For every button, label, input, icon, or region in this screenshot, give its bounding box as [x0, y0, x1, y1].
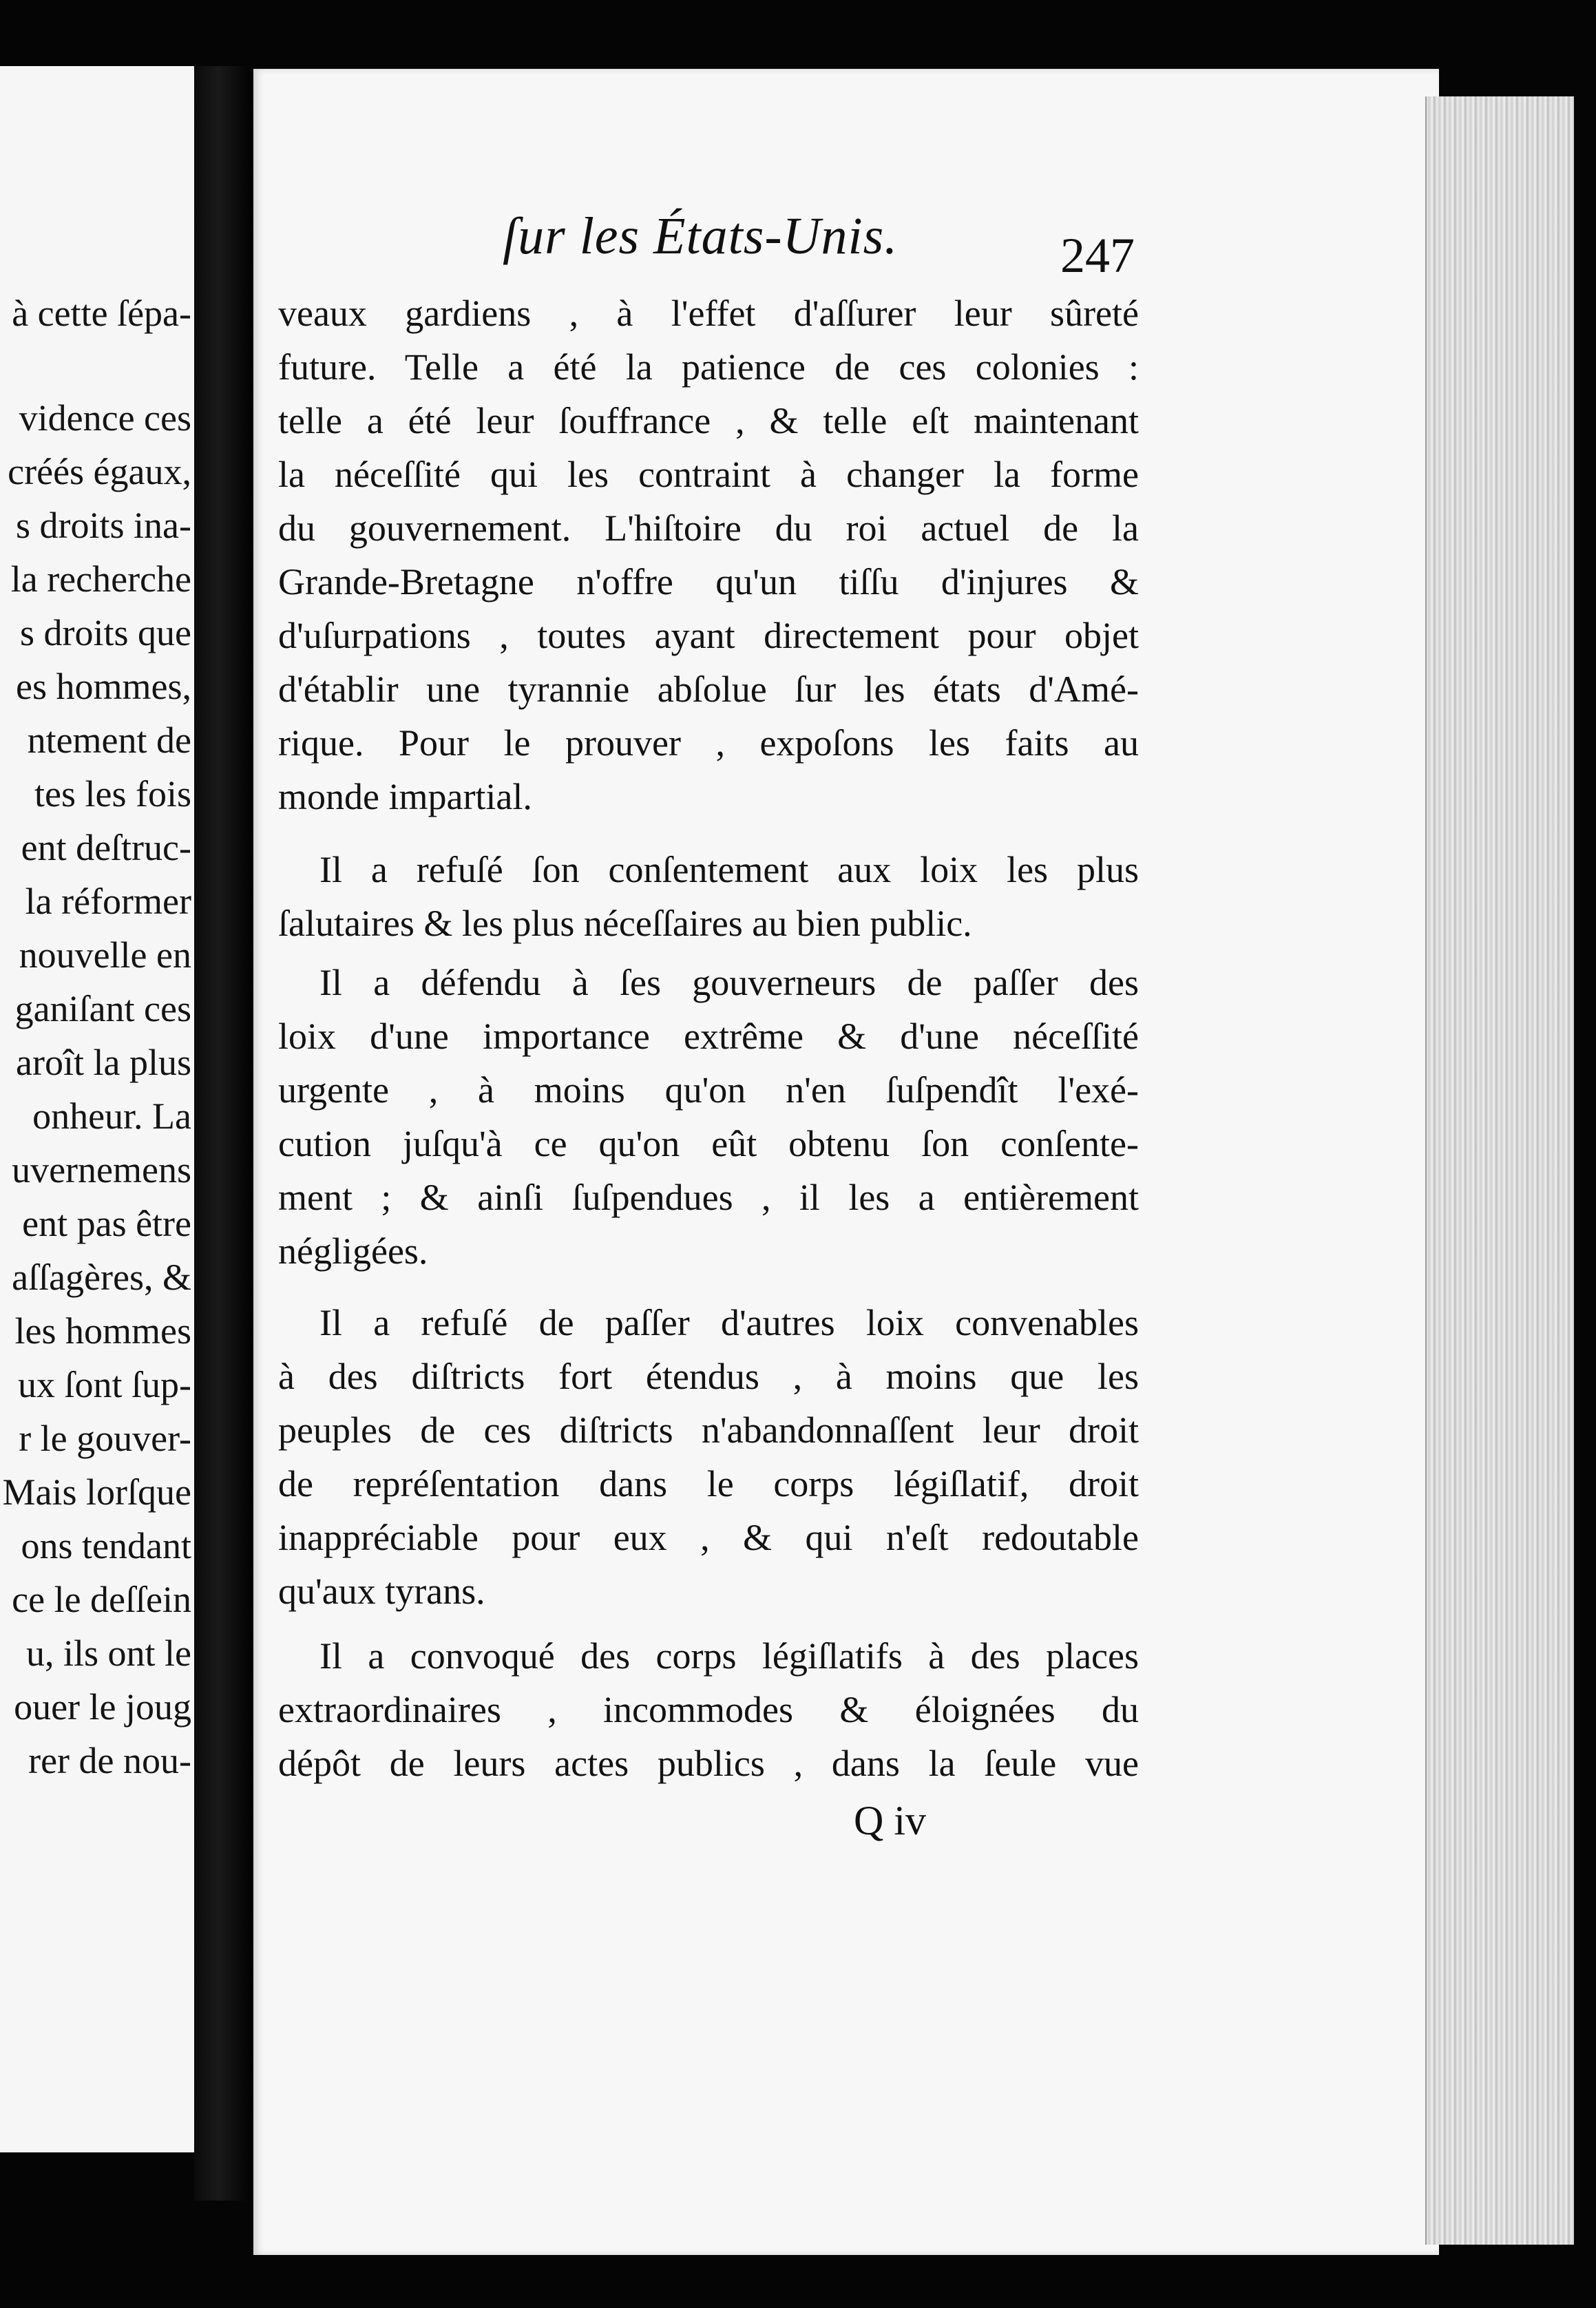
- left-page-line: les hommes: [14, 1310, 191, 1352]
- left-page-line: s droits que: [20, 612, 191, 653]
- body-line: Il a refuſé de paſſer d'autres loix convenables: [319, 1302, 1139, 1343]
- left-page-line: la réformer: [25, 881, 191, 922]
- body-line: d'uſurpations , toutes ayant directement pour objet: [278, 615, 1139, 656]
- body-line: d'établir une tyrannie abſolue ſur les états d'Amé-: [278, 669, 1139, 710]
- left-page-line: s droits ina-: [16, 505, 191, 546]
- body-line: cution juſqu'à ce qu'on eût obtenu ſon conſente-: [278, 1123, 1139, 1164]
- left-page-line: la recherche: [10, 558, 191, 600]
- left-page-line: ent deſtruc-: [21, 827, 191, 868]
- left-page-line: créés égaux,: [8, 451, 191, 492]
- running-head: ſur les États-Unis.: [503, 207, 899, 265]
- body-line: veaux gardiens , à l'effet d'aſſurer leur sûreté: [278, 293, 1139, 334]
- left-page-line: vidence ces: [19, 397, 191, 439]
- body-line: monde impartial.: [278, 776, 532, 817]
- body-line: de repréſentation dans le corps légiſlatif, droit: [278, 1463, 1139, 1504]
- body-line: Il a convoqué des corps légiſlatifs à des places: [319, 1635, 1139, 1677]
- body-line: ment ; & ainſi ſuſpendues , il les a entièrement: [278, 1177, 1139, 1218]
- left-page-line: ce le deſſein: [12, 1579, 191, 1620]
- book-gutter: [194, 66, 255, 2201]
- page-edges: [1425, 96, 1574, 2245]
- left-page-line: ouer le joug: [14, 1686, 191, 1728]
- body-line: telle a été leur ſouffrance , & telle eſt maintenant: [278, 400, 1139, 441]
- body-line: future. Telle a été la patience de ces colonies :: [278, 346, 1139, 388]
- body-line: rique. Pour le prouver , expoſons les faits au: [278, 722, 1139, 764]
- left-page-line: ntement de: [27, 720, 191, 761]
- body-line: Il a refuſé ſon conſentement aux loix les plus: [319, 849, 1139, 890]
- left-page-line: Mais lorſque: [2, 1471, 191, 1513]
- page-number: 247: [1060, 228, 1135, 283]
- body-line: ſalutaires & les plus néceſſaires au bien public.: [278, 903, 972, 944]
- body-line: négligées.: [278, 1230, 428, 1272]
- left-facing-page: [0, 66, 194, 2152]
- body-line: dépôt de leurs actes publics , dans la ſeule vue: [278, 1743, 1139, 1784]
- left-page-line: u, ils ont le: [26, 1633, 191, 1674]
- body-line: extraordinaires , incommodes & éloignées du: [278, 1689, 1139, 1730]
- body-line: urgente , à moins qu'on n'en ſuſpendît l'exé-: [278, 1069, 1139, 1111]
- body-line: à des diſtricts fort étendus , à moins que les: [278, 1356, 1139, 1397]
- body-line: peuples de ces diſtricts n'abandonnaſſent leur droit: [278, 1409, 1139, 1451]
- left-page-line: ganiſant ces: [14, 988, 191, 1029]
- body-line: loix d'une importance extrême & d'une néceſſité: [278, 1016, 1139, 1057]
- body-line: du gouvernement. L'hiſtoire du roi actuel de la: [278, 507, 1139, 549]
- left-page-line: aroît la plus: [16, 1042, 191, 1083]
- left-page-line: ons tendant: [21, 1525, 191, 1566]
- left-page-line: rer de nou-: [28, 1740, 191, 1781]
- left-page-line: es hommes,: [16, 666, 191, 707]
- left-page-line: nouvelle en: [19, 934, 191, 976]
- left-page-line: aſſagères, &: [12, 1257, 191, 1298]
- left-page-line: à cette ſépa-: [12, 293, 191, 334]
- left-page-line: r le gouver-: [19, 1418, 191, 1459]
- body-line: inappréciable pour eux , & qui n'eſt redoutable: [278, 1517, 1139, 1558]
- left-page-line: ux ſont ſup-: [18, 1364, 191, 1405]
- body-line: qu'aux tyrans.: [278, 1571, 485, 1612]
- left-page-line: uvernemens: [12, 1149, 191, 1190]
- left-page-line: tes les fois: [34, 773, 191, 815]
- body-line: la néceſſité qui les contraint à changer la forme: [278, 454, 1139, 495]
- signature-mark: Q iv: [854, 1798, 926, 1843]
- body-line: Grande-Bretagne n'offre qu'un tiſſu d'injures &: [278, 561, 1139, 602]
- body-line: Il a défendu à ſes gouverneurs de paſſer des: [319, 962, 1139, 1003]
- left-page-line: onheur. La: [32, 1095, 191, 1137]
- left-page-line: ent pas être: [22, 1203, 191, 1244]
